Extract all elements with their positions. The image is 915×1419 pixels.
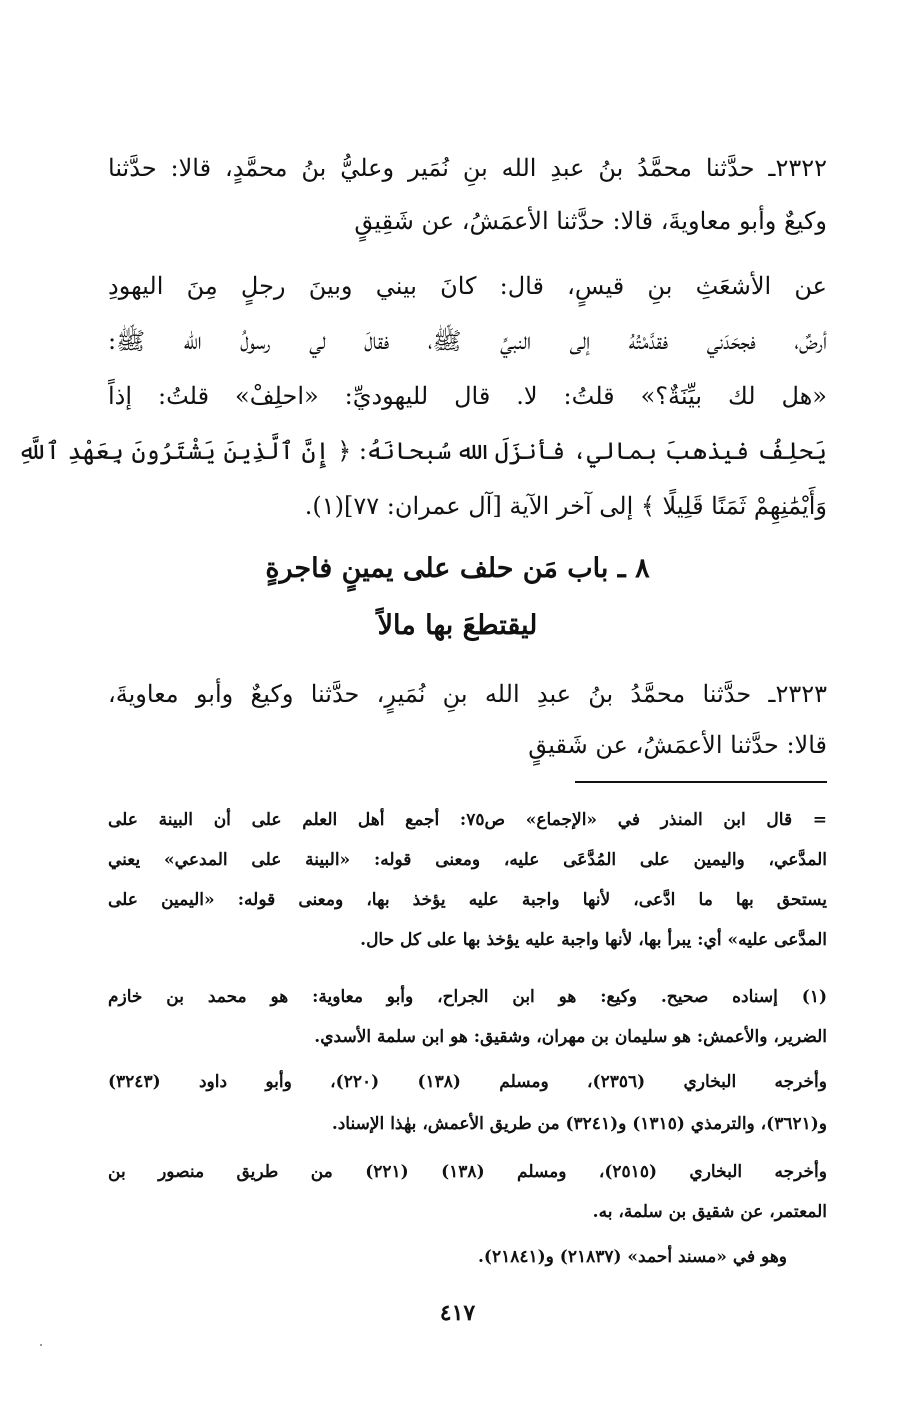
page-number: ٤١٧ (439, 1300, 476, 1326)
footnote-1c-line-2: المعتمر، عن شقيق بن سلمة، به. (592, 1202, 827, 1222)
hadith-2322-matn-line-4: يَحلِفُ فيذهبَ بمالي، فأنزَلَ الله سُبحانَهُ: ﴿ إِنَّ ٱلَّذِينَ يَشْتَرُونَ بِعَهْدِ ٱللَّهِ (17, 437, 827, 465)
footnote-1c-line-1: وأخرجه البخاري (٢٥١٥)، ومسلم (١٣٨) (٢٢١) من طريق منصور بن (108, 1162, 827, 1182)
hadith-2322-matn-line-5: وَأَيْمَٰنِهِمْ ثَمَنًا قَلِيلًا ﴾ إلى آخر الآية [آل عمران: ٧٧](١). (304, 492, 827, 520)
hadith-2323-line-2: قالا: حدَّثنا الأعمَشُ، عن شَقيقٍ (528, 731, 827, 759)
hadith-2323-line-1: ٢٣٢٣ـ حدَّثنا محمَّدُ بنُ عبدِ الله بنِ نُمَيرٍ، حدَّثنا وكيعٌ وأبو معاويةَ، (108, 680, 827, 708)
footnote-continued-line-1: = قال ابن المنذر في «الإجماع» ص٧٥: أجمع أهل العلم على أن البينة على (108, 810, 827, 830)
footnote-continued-line-3: يستحق بها ما ادَّعى، لأنها واجبة عليه يؤخذ بها، ومعنى قوله: «اليمين على (108, 890, 827, 910)
footnote-1b-line-2: و(٣٦٢١)، والترمذي (١٣١٥) و(٣٢٤١) من طريق الأعمش، بهٰذا الإسناد. (331, 1114, 827, 1134)
footnote-continued-line-2: المدَّعي، واليمين على المُدَّعَى عليه، ومعنى قوله: «البينة على المدعي» يعني (108, 850, 828, 870)
chapter-heading-line-2: ليقتطعَ بها مالاً (377, 610, 538, 641)
hadith-2322-line-2: وكيعٌ وأبو معاويةَ، قالا: حدَّثنا الأعمَشُ، عن شَقِيقٍ (354, 207, 827, 235)
hadith-2322-matn-line-2: أرضٌ، فجحَدَني فقدَّمْتُهُ إلى النبيِّ ﷺ، فقالَ لي رسولُ الله ﷺ: (108, 327, 828, 355)
footnote-1d-line: وهو في «مسند أحمد» (٢١٨٣٧) و(٢١٨٤١). (477, 1247, 787, 1267)
footnote-1-line-2: الضرير، والأعمش: هو سليمان بن مهران، وشقيق: هو ابن سلمة الأسدي. (314, 1027, 827, 1047)
hadith-2322-matn-line-1: عن الأشعَثِ بنِ قيسٍ، قال: كانَ بيني وبينَ رجلٍ مِنَ اليهودِ (108, 272, 827, 300)
chapter-heading-line-1: ٨ ـ باب مَن حلف على يمينٍ فاجرةٍ (265, 553, 650, 584)
hadith-2322-matn-line-3: «هل لك بيِّنَةٌ؟» قلتُ: لا. قال لليهوديِّ: «احلِفْ» قلتُ: إذاً (108, 382, 827, 410)
footnote-1b-line-1: وأخرجه البخاري (٢٣٥٦)، ومسلم (١٣٨) (٢٢٠)، وأبو داود (٣٢٤٣) (108, 1072, 827, 1092)
hadith-2322-line-1: ٢٣٢٢ـ حدَّثنا محمَّدُ بنُ عبدِ الله بنِ نُمَير وعليُّ بنُ محمَّدٍ، قالا: حدَّثنا (108, 154, 827, 182)
scan-speck (40, 1344, 42, 1346)
footnote-separator (575, 781, 827, 783)
footnote-1-line-1: (١) إسناده صحيح. وكيع: هو ابن الجراح، وأبو معاوية: هو محمد بن خازم (108, 987, 827, 1007)
footnote-continued-line-4: المدَّعى عليه» أي: يبرأ بها، لأنها واجبة عليه يؤخذ بها على كل حال. (360, 930, 827, 950)
